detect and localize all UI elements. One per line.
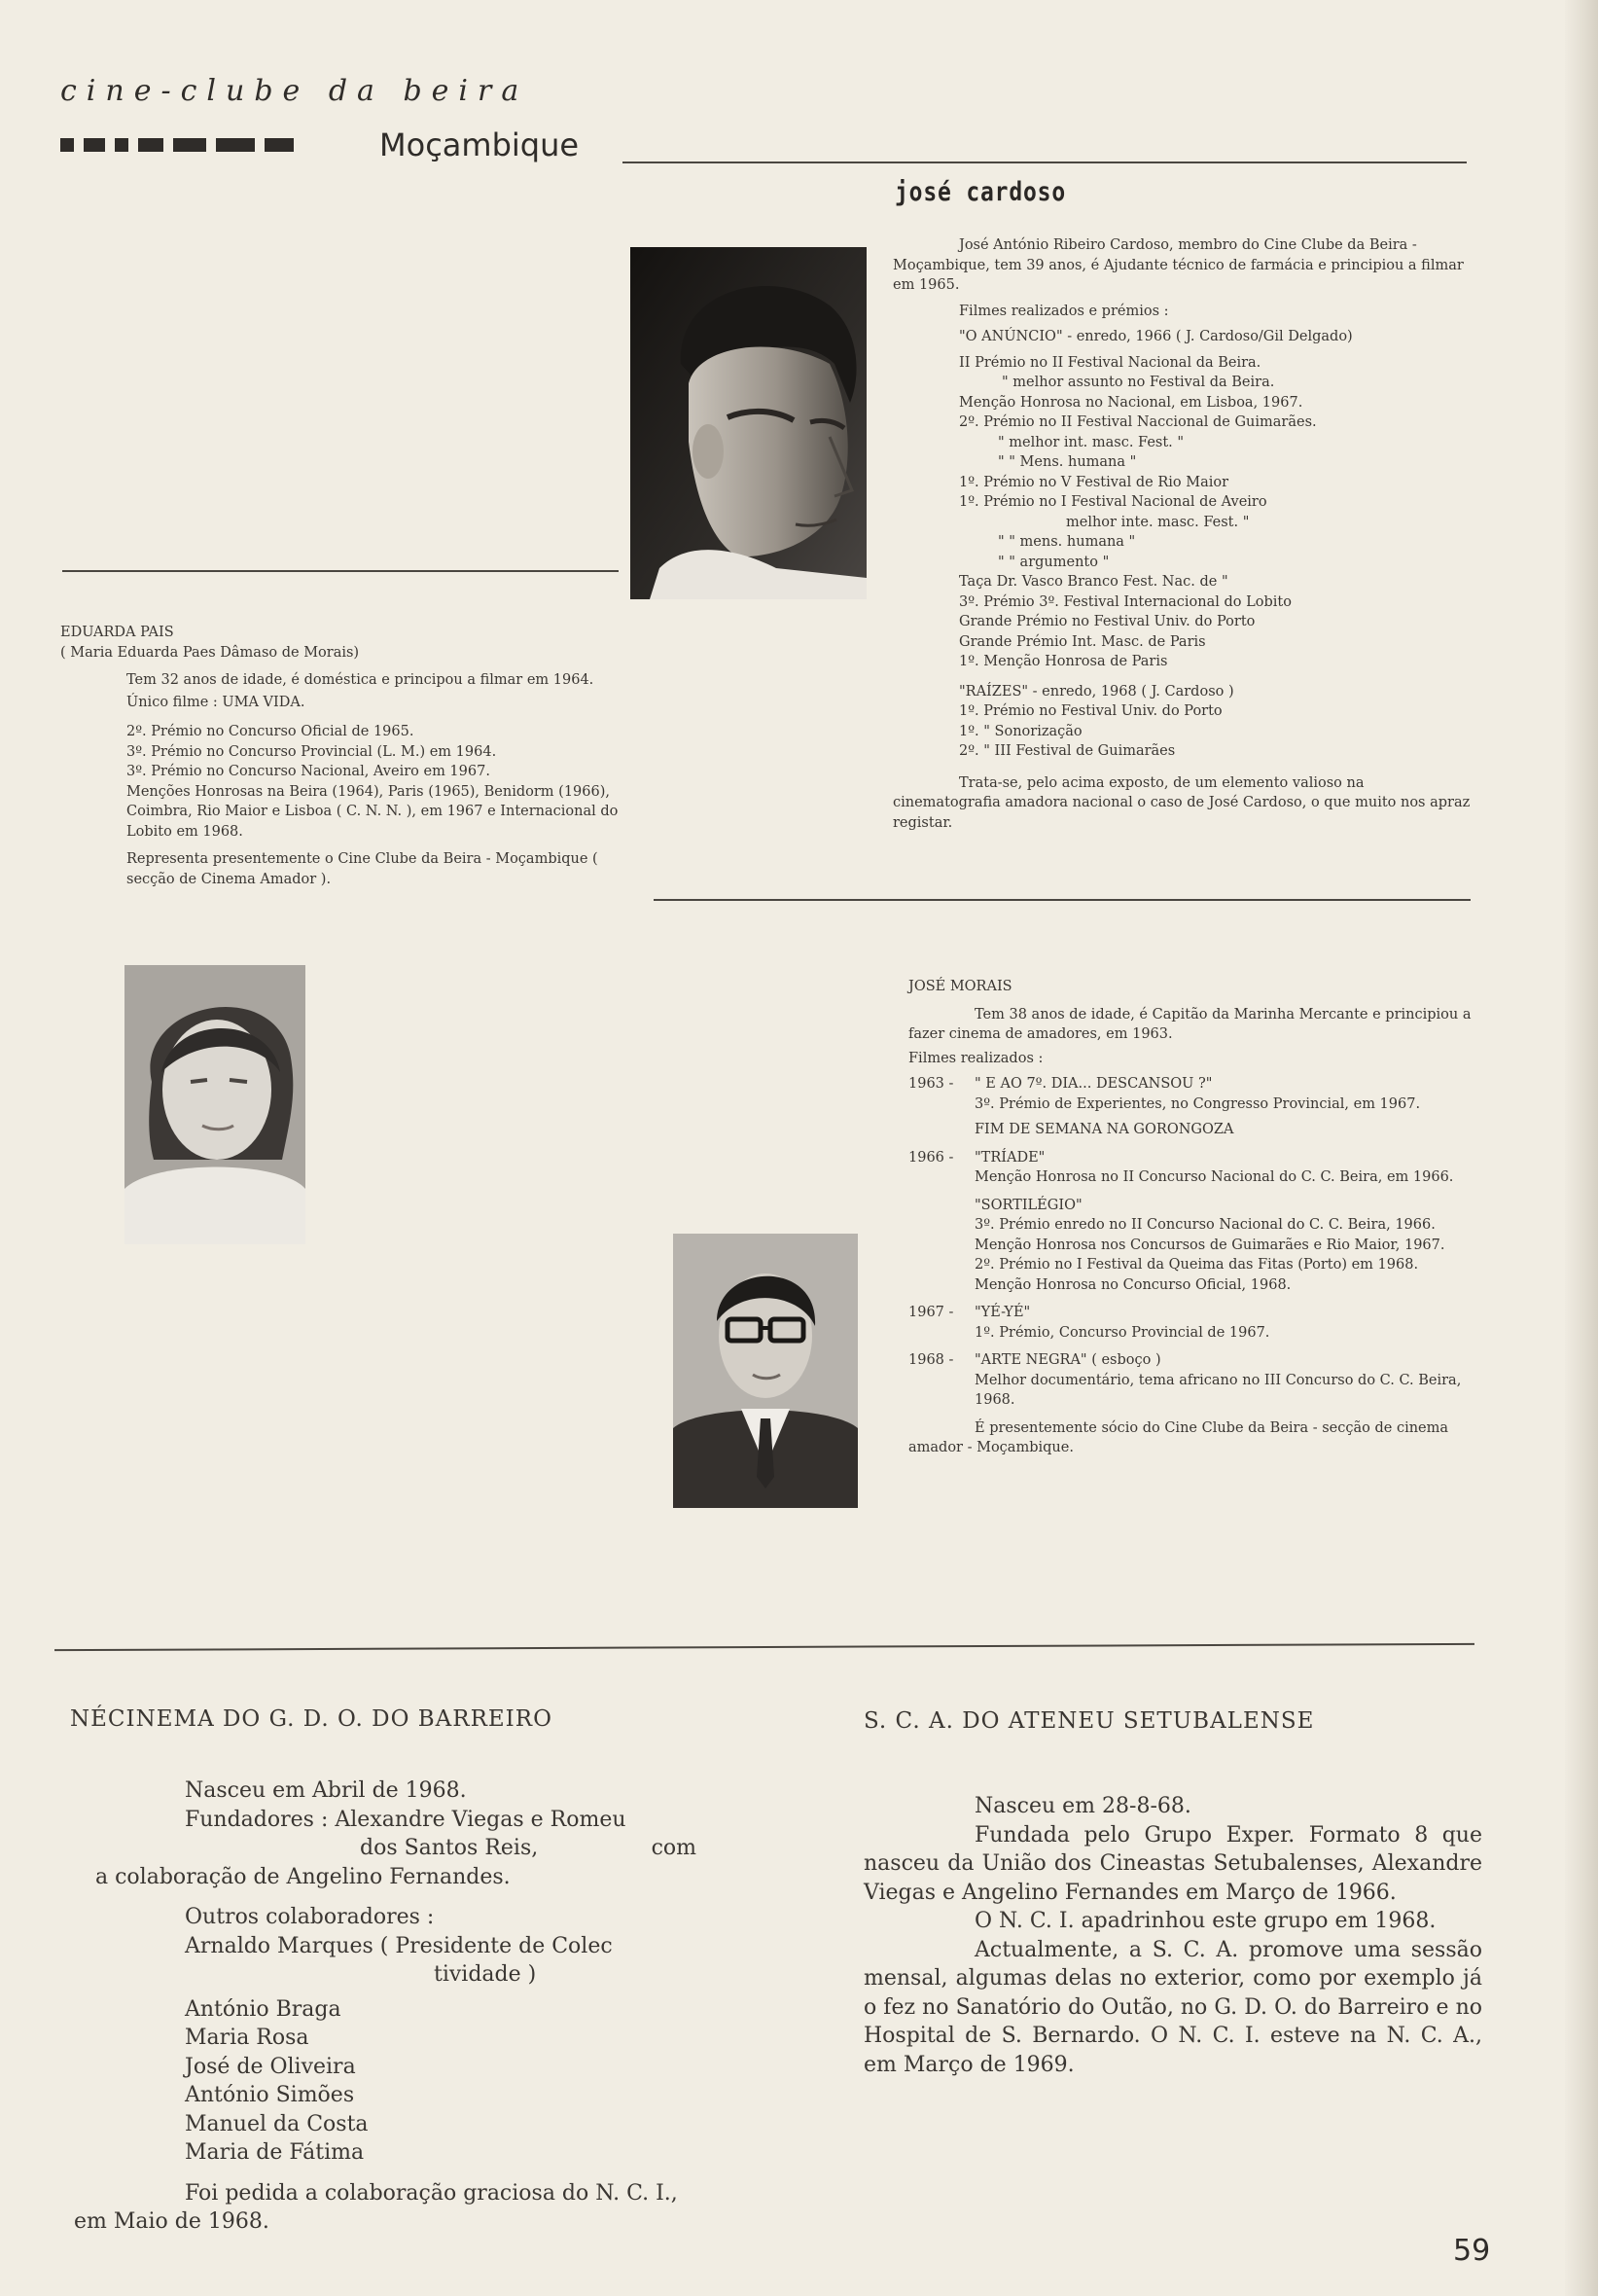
- morais-entry-line: Menção Honrosa nos Concursos de Guimarães e Rio Maior, 1967.: [975, 1237, 1445, 1253]
- barreiro-president: Arnaldo Marques ( Presidente de Colec: [185, 1933, 613, 1958]
- barreiro-member: Manuel da Costa: [185, 2111, 369, 2136]
- morais-entry-line: 1º. Prémio, Concurso Provincial de 1967.: [975, 1324, 1270, 1341]
- morais-closing: É presentemente sócio do Cine Clube da Beira - secção de cinema amador - Moçambique.: [908, 1419, 1449, 1455]
- barreiro-member: José de Oliveira: [185, 2054, 356, 2079]
- award-line: II Prémio no II Festival Nacional da Beira.: [959, 354, 1261, 371]
- award-line: 2º. " III Festival de Guimarães: [959, 743, 1176, 759]
- setubal-onci: O N. C. I. apadrinhou este grupo em 1968.: [975, 1909, 1437, 1933]
- eduarda-represents: Representa presentemente o Cine Clube da Beira - Moçambique ( secção de Cinema Amador ).: [126, 851, 598, 887]
- barreiro-collab: a colaboração de Angelino Fernandes.: [95, 1864, 511, 1889]
- award-line: 1º. Menção Honrosa de Paris: [959, 654, 1168, 669]
- rule-right-mid: [654, 899, 1471, 901]
- morais-entry-year: [908, 1120, 975, 1140]
- rule-left-mid: [62, 570, 619, 572]
- barreiro-with: com: [651, 1836, 696, 1860]
- morais-entry-line: " E AO 7º. DIA... DESCANSOU ?": [975, 1076, 1213, 1092]
- barreiro-title: NÉCINEMA DO G. D. O. DO BARREIRO: [70, 1706, 552, 1732]
- eduarda-prize: 3º. Prémio no Concurso Nacional, Aveiro em 1967.: [126, 764, 490, 779]
- cardoso-name: josé cardoso: [895, 177, 1067, 207]
- cardoso-closing: Trata-se, pelo acima exposto, de um elemento valioso na cinematografia amadora nacional o caso de José Cardoso, o que muito nos apraz registar.: [893, 774, 1471, 831]
- morais-entry-year: [908, 1196, 975, 1296]
- eduarda-mentions: Menções Honrosas na Beira (1964), Paris (1965), Benidorm (1966), Coimbra, Rio Maior e Lisboa ( C. N. N. ), em 1967 e Internacional do Lobito em 1968.: [126, 783, 619, 840]
- masthead-club: cine-clube da beira: [60, 74, 529, 108]
- cardoso-film-2: "RAÍZES" - enredo, 1968 ( J. Cardoso ): [959, 683, 1234, 700]
- award-line: " " Mens. humana ": [998, 454, 1137, 470]
- morais-entry: [908, 1196, 1478, 1296]
- award-line: 1º. " Sonorização: [959, 723, 1083, 739]
- barreiro-member: Maria Rosa: [185, 2026, 309, 2050]
- award-line: 1º. Prémio no I Festival Nacional de Aveiro: [959, 494, 1267, 510]
- award-line: Grande Prémio no Festival Univ. do Porto: [959, 614, 1256, 629]
- award-line: 1º. Prémio no Festival Univ. do Porto: [959, 703, 1223, 719]
- setubal-born: Nasceu em 28-8-68.: [975, 1794, 1191, 1818]
- barreiro-founders-cont-line: [74, 1834, 696, 1863]
- setubal-now: Actualmente, a S. C. A. promove uma sessão mensal, algumas delas no exterior, como por exemplo já o fez no Sanatório do Outão, no G. D. O. do Barreiro e no Hospital de S. Bernardo. O N. C. I. esteve na N. C. A., em Março de 1969.: [864, 1937, 1482, 2077]
- cardoso-film-1: "O ANÚNCIO" - enredo, 1966 ( J. Cardoso/Gil Delgado): [959, 329, 1353, 344]
- morais-entry-year: 1968 -: [908, 1352, 954, 1368]
- award-line: " " mens. humana ": [998, 534, 1136, 550]
- eduarda-prize: 2º. Prémio no Concurso Oficial de 1965.: [126, 724, 414, 739]
- morais-entry-line: Menção Honrosa no II Concurso Nacional do C. C. Beira, em 1966.: [975, 1169, 1454, 1185]
- morais-name: JOSÉ MORAIS: [908, 979, 1012, 994]
- barreiro-member: António Simões: [185, 2083, 355, 2107]
- morais-entry-line: Menção Honrosa no Concurso Oficial, 1968.: [975, 1276, 1292, 1293]
- masthead-location: Moçambique: [379, 126, 580, 163]
- morais-entry-year: 1966 -: [908, 1149, 954, 1166]
- award-line: Grande Prémio Int. Masc. de Paris: [959, 633, 1206, 650]
- setubal-title: S. C. A. DO ATENEU SETUBALENSE: [864, 1708, 1315, 1734]
- barreiro-member: António Braga: [185, 1996, 341, 2022]
- rule-top-right: [622, 161, 1467, 163]
- eduarda-full-name: ( Maria Eduarda Paes Dâmaso de Morais): [60, 644, 360, 661]
- setubal-founded: Fundada pelo Grupo Exper. Formato 8 que nasceu da União dos Cineastas Setubalenses, Alexandre Viegas e Angelino Fernandes em Março de 1966.: [864, 1822, 1482, 1905]
- award-line: 1º. Prémio no V Festival de Rio Maior: [959, 474, 1229, 490]
- barreiro-founders-cont: dos Santos Reis,: [360, 1836, 539, 1860]
- award-line: " " argumento ": [998, 554, 1110, 570]
- award-line: 3º. Prémio 3º. Festival Internacional do Lobito: [959, 593, 1292, 610]
- award-line: 2º. Prémio no II Festival Naccional de Guimarães.: [959, 414, 1317, 430]
- barreiro-member: Maria de Fátima: [185, 2140, 365, 2165]
- eduarda-intro: Tem 32 anos de idade, é doméstica e principou a filmar em 1964.: [126, 672, 594, 688]
- award-line: melhor inte. masc. Fest. ": [1066, 514, 1250, 530]
- award-line: Menção Honrosa no Nacional, em Lisboa, 1967.: [959, 394, 1303, 411]
- morais-entry-line: 3º. Prémio de Experientes, no Congresso Provincial, em 1967.: [975, 1095, 1421, 1112]
- morais-entry-line: 3º. Prémio enredo no II Concurso Nacional do C. C. Beira, 1966.: [975, 1217, 1436, 1233]
- cardoso-awards-1: [893, 353, 1474, 672]
- morais-entry-line: 2º. Prémio no I Festival da Queima das Fitas (Porto) em 1968.: [975, 1257, 1419, 1273]
- morais-entry: [908, 1120, 1478, 1140]
- page-fold-edge: [1565, 0, 1598, 2296]
- morais-entry-year: 1967 -: [908, 1305, 954, 1320]
- morais-photo: [673, 1234, 858, 1508]
- eduarda-single-film: Único filme : UMA VIDA.: [126, 694, 305, 710]
- morais-entry-line: Melhor documentário, tema africano no III Concurso do C. C. Beira, 1968.: [975, 1372, 1462, 1408]
- morais-intro: Tem 38 anos de idade, é Capitão da Marinha Mercante e principiou a fazer cinema de amadores, em 1963.: [908, 1006, 1472, 1042]
- barreiro-founders: Alexandre Viegas e Romeu: [335, 1807, 626, 1832]
- morais-films-heading: Filmes realizados :: [908, 1050, 1044, 1066]
- morais-entry-line: "ARTE NEGRA" ( esboço ): [975, 1352, 1161, 1368]
- barreiro-president-cont: tividade ): [434, 1962, 537, 1987]
- morais-bio: [908, 977, 1478, 1458]
- barreiro-born: Nasceu em Abril de 1968.: [185, 1778, 467, 1803]
- eduarda-bio: [60, 623, 624, 889]
- masthead-bar: [60, 138, 294, 152]
- eduarda-name: EDUARDA PAIS: [60, 625, 174, 640]
- morais-entry: [908, 1350, 1478, 1411]
- barreiro-others-label: Outros colaboradores :: [185, 1905, 435, 1929]
- cardoso-intro: José António Ribeiro Cardoso, membro do Cine Clube da Beira - Moçambique, tem 39 anos, é Ajudante técnico de farmácia e principiou a filmar em 1965.: [893, 237, 1464, 293]
- barreiro-founders-line: [74, 1806, 696, 1835]
- morais-entry: [908, 1148, 1478, 1188]
- morais-entry-line: "SORTILÉGIO": [975, 1197, 1083, 1213]
- morais-entry-line: "YÉ-YÉ": [975, 1305, 1031, 1320]
- cardoso-films-heading: Filmes realizados e prémios :: [959, 303, 1169, 319]
- barreiro-founders-label: Fundadores :: [185, 1807, 329, 1832]
- rule-bottom: [54, 1643, 1474, 1651]
- morais-entry-year: 1963 -: [908, 1076, 954, 1092]
- award-line: " melhor int. masc. Fest. ": [998, 434, 1185, 450]
- award-line: " melhor assunto no Festival da Beira.: [1002, 375, 1275, 390]
- eduarda-photo: [124, 965, 305, 1244]
- morais-entry-line: "TRÍADE": [975, 1149, 1046, 1166]
- eduarda-prize: 3º. Prémio no Concurso Provincial (L. M.) em 1964.: [126, 743, 497, 760]
- morais-entry: [908, 1074, 1478, 1114]
- barreiro-body: [74, 1776, 696, 2237]
- page-number: 59: [1453, 2234, 1491, 2268]
- cardoso-photo: [630, 247, 867, 599]
- barreiro-request: Foi pedida a colaboração graciosa do N. C. I., em Maio de 1968.: [74, 2180, 678, 2234]
- setubal-body: [864, 1792, 1482, 2079]
- award-line: Taça Dr. Vasco Branco Fest. Nac. de ": [959, 574, 1228, 590]
- morais-entry: [908, 1303, 1478, 1343]
- morais-entry-line: FIM DE SEMANA NA GORONGOZA: [975, 1122, 1234, 1137]
- cardoso-bio: [893, 235, 1474, 833]
